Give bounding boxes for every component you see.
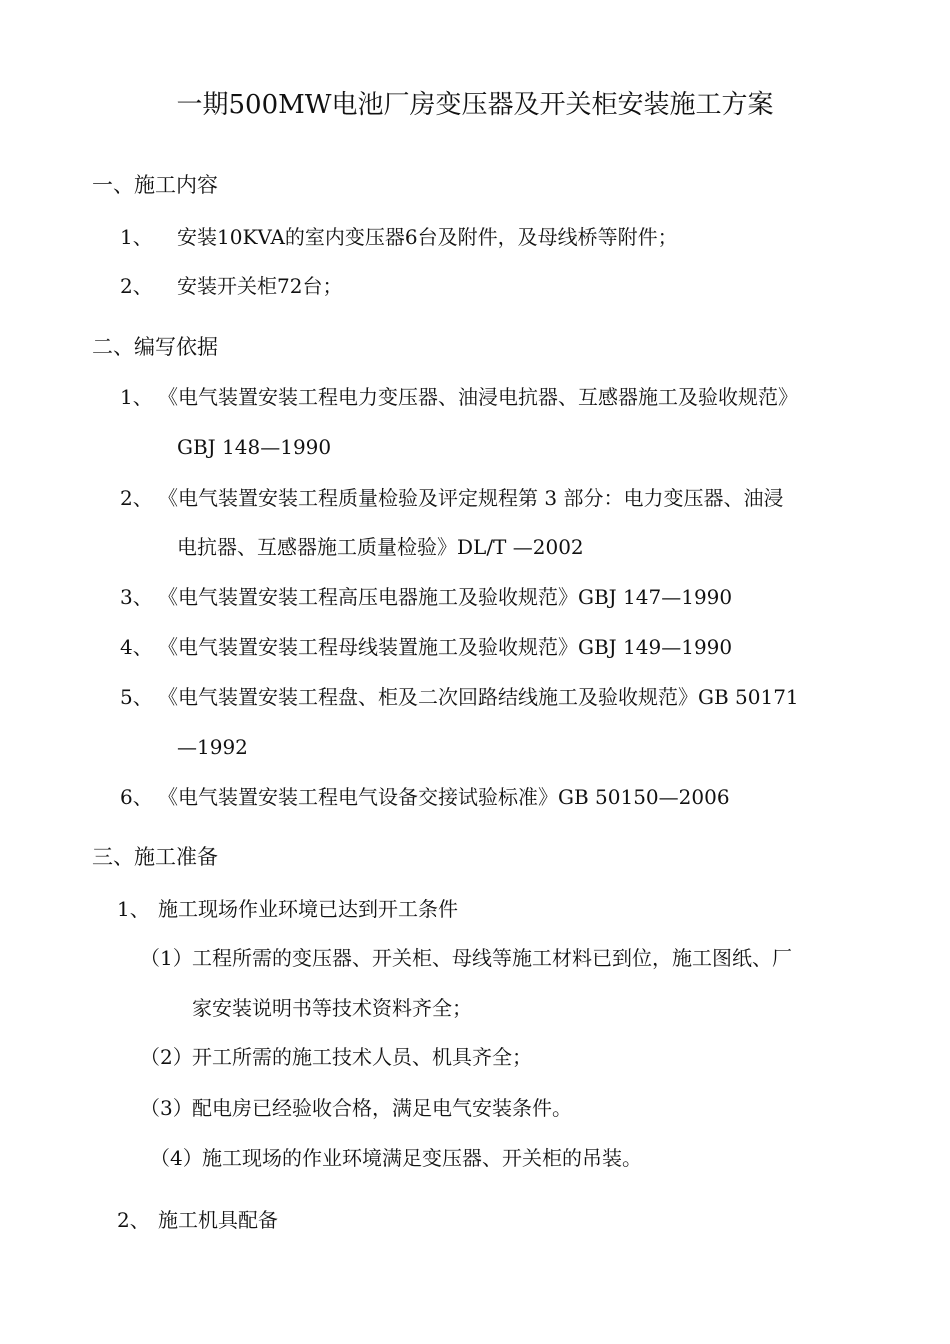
subsection-number: 1、 [117, 897, 150, 921]
condition-number: （3） [140, 1096, 193, 1120]
reference-number: 5、 [120, 685, 153, 709]
condition-number: （4） [150, 1146, 203, 1170]
condition-text: 配电房已经验收合格，满足电气安装条件。 [192, 1096, 572, 1120]
subsection-title: 施工机具配备 [158, 1208, 278, 1232]
reference-title: 《电气装置安装工程电力变压器、油浸电抗器、互感器施工及验收规范》 [158, 385, 798, 409]
reference-title: 《电气装置安装工程质量检验及评定规程第 3 部分：电力变压器、油浸 [158, 486, 784, 510]
reference-title: 《电气装置安装工程高压电器施工及验收规范》GBJ 147—1990 [158, 585, 733, 609]
reference-number: 4、 [120, 635, 153, 659]
section-heading-2: 二、编写依据 [92, 335, 218, 359]
section-heading-3: 三、施工准备 [92, 845, 218, 869]
reference-number: 2、 [120, 486, 153, 510]
condition-number: （1） [140, 946, 193, 970]
condition-number: （2） [140, 1045, 193, 1069]
list-item-number: 1、 [120, 225, 153, 249]
reference-number: 3、 [120, 585, 153, 609]
condition-text: 施工现场的作业环境满足变压器、开关柜的吊装。 [202, 1146, 642, 1170]
reference-title: 《电气装置安装工程盘、柜及二次回路结线施工及验收规范》GB 50171 [158, 685, 799, 709]
reference-number: 1、 [120, 385, 153, 409]
reference-title: 《电气装置安装工程电气设备交接试验标准》GB 50150—2006 [158, 785, 730, 809]
subsection-title: 施工现场作业环境已达到开工条件 [158, 897, 458, 921]
condition-text: 工程所需的变压器、开关柜、母线等施工材料已到位，施工图纸、厂 [192, 946, 792, 970]
condition-text: 开工所需的施工技术人员、机具齐全； [192, 1045, 532, 1069]
list-item-number: 2、 [120, 274, 153, 298]
reference-title: 《电气装置安装工程母线装置施工及验收规范》GBJ 149—1990 [158, 635, 733, 659]
document-title: 一期500MW电池厂房变压器及开关柜安装施工方案 [176, 90, 774, 120]
reference-code: —1992 [177, 735, 248, 759]
reference-code: GBJ 148—1990 [177, 435, 332, 459]
condition-continuation: 家安装说明书等技术资料齐全； [192, 996, 472, 1020]
reference-continuation: 电抗器、互感器施工质量检验》DL/T —2002 [177, 535, 584, 559]
reference-number: 6、 [120, 785, 153, 809]
list-item-text: 安装开关柜72台； [177, 274, 343, 298]
subsection-number: 2、 [117, 1208, 150, 1232]
list-item-text: 安装10KVA的室内变压器6台及附件，及母线桥等附件； [177, 225, 678, 249]
section-heading-1: 一、施工内容 [92, 173, 218, 197]
